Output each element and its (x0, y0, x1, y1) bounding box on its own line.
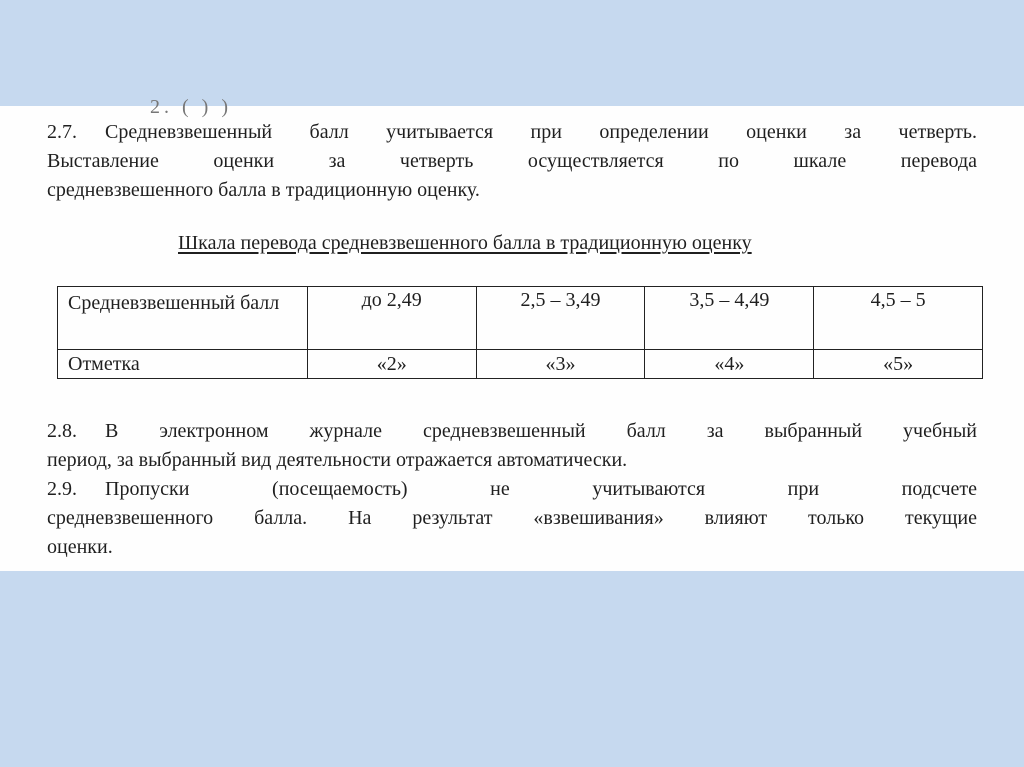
table-cell-mark-3: «4» (645, 350, 814, 379)
bottom-slide-band (0, 571, 1024, 767)
table-cell-range-2: 2,5 – 3,49 (476, 287, 645, 350)
grade-conversion-table (57, 286, 983, 379)
paragraph-2-7-line-2: Выставление оценки за четверть осуществляется по шкале перевода (47, 150, 977, 172)
paragraph-2-9 (47, 475, 977, 562)
table-cell-range-3: 3,5 – 4,49 (645, 287, 814, 350)
paragraph-2-7-line-3: средневзвешенного балла в традиционную оценку. (47, 179, 480, 201)
scale-caption: Шкала перевода средневзвешенного балла в традиционную оценку (178, 232, 752, 254)
table-row-mark (58, 350, 983, 379)
table-cell-mark-4: «5» (814, 350, 983, 379)
paragraph-2-9-line-3: оценки. (47, 536, 113, 558)
table-header-average-score: Средневзвешенный балл (58, 287, 308, 350)
table-cell-range-1: до 2,49 (307, 287, 476, 350)
table-row-average (58, 287, 983, 350)
document-page (0, 96, 1024, 571)
paragraph-2-8-line-2: период, за выбранный вид деятельности отражается автоматически. (47, 449, 628, 471)
table-cell-mark-1: «2» (307, 350, 476, 379)
top-slide-band (0, 0, 1024, 107)
table-cell-mark-2: «3» (476, 350, 645, 379)
paragraph-2-7 (47, 118, 977, 205)
table-cell-range-4: 4,5 – 5 (814, 287, 983, 350)
paragraph-2-8-line-1: 2.8. В электронном журнале средневзвешенный балл за выбранный учебный (47, 417, 977, 446)
paragraph-2-9-line-1: 2.9. Пропуски (посещаемость) не учитываются при подсчете (47, 475, 977, 504)
paragraph-2-9-line-2: средневзвешенного балла. На результат «взвешивания» влияют только текущие (47, 507, 977, 529)
table-header-mark: Отметка (58, 350, 308, 379)
cut-off-text-line: 2. ( ) ) (150, 96, 232, 118)
paragraph-2-8 (47, 417, 977, 475)
section-number-2-9: 2.9. (47, 478, 77, 500)
paragraph-2-7-line-1: 2.7. Средневзвешенный балл учитывается при определении оценки за четверть. (47, 118, 977, 147)
section-number-2-7: 2.7. (47, 121, 77, 143)
section-number-2-8: 2.8. (47, 420, 77, 442)
